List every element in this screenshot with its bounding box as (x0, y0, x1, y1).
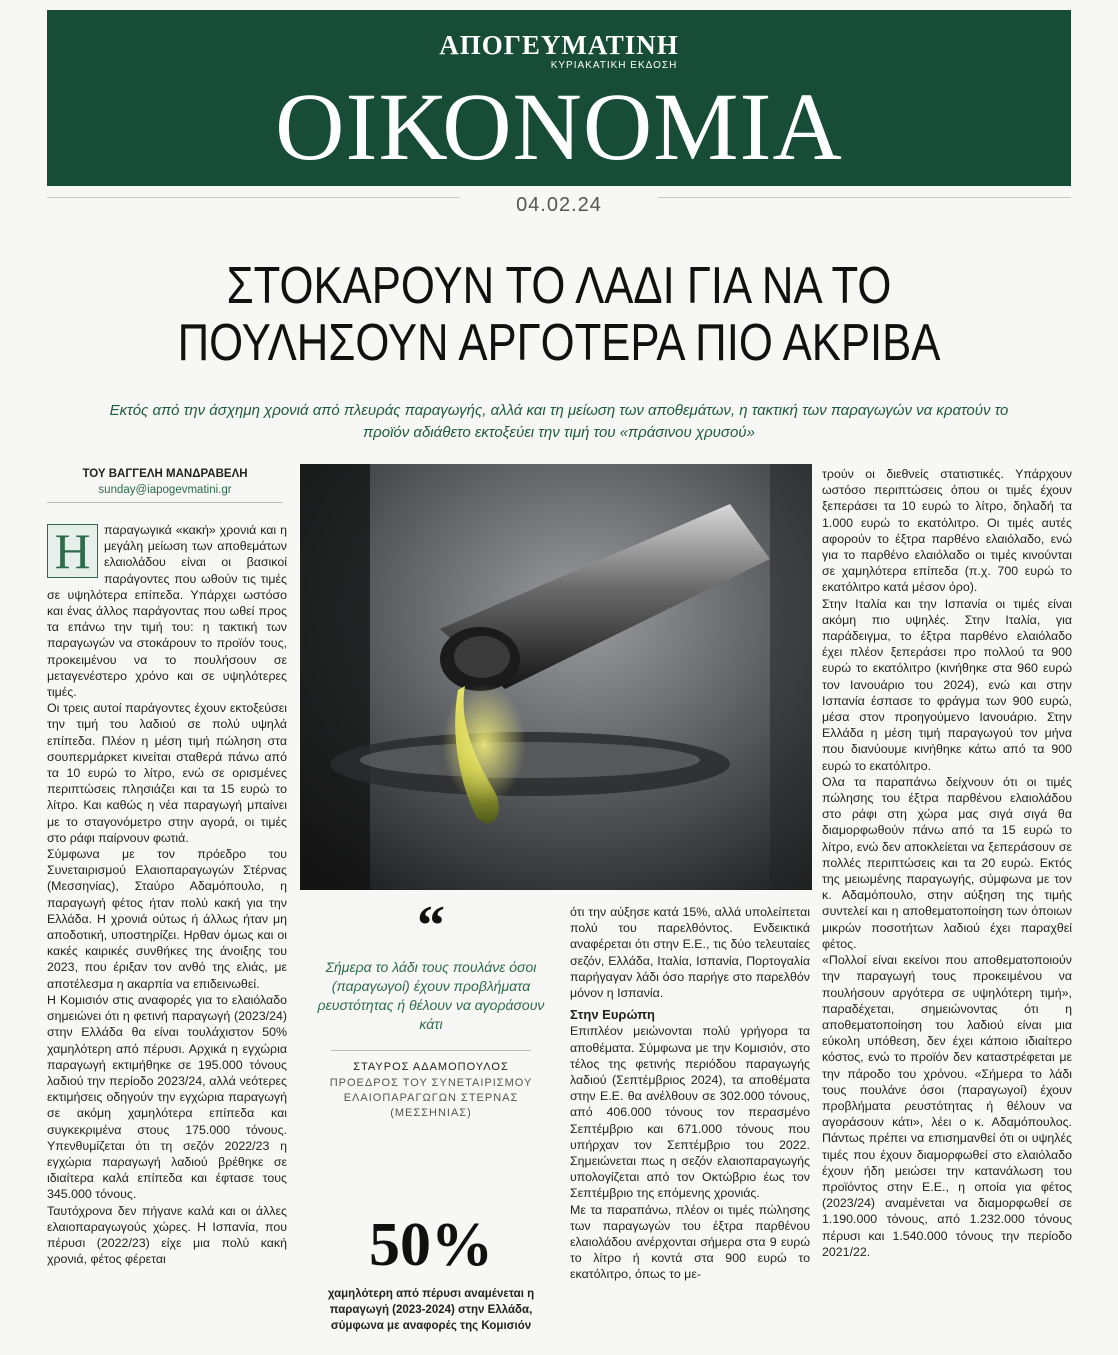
stat-callout (305, 1210, 557, 1334)
article-column-2 (570, 904, 810, 1340)
byline-divider (47, 502, 283, 503)
paragraph: «Πολλοί είναι εκείνοι που αποθεματοποιούν την παραγωγή τους προκειμένου να πουλήσουν αργότερα σε υψηλότερη τιμή», παραδέχεται, σημειώνοντας ότι η αποθεματοποίηση του λαδιού είναι μια εύκολη υπόθεση, δεν έχει κάποιο ιδιαίτερο κόστος, ενώ το προϊόν δεν καταστρέφεται με την πάροδο του χρόνου. «Σήμερα το λάδι τους πουλάνε όσοι (παραγωγοί) έχουν προβλήματα ρευστότητας ή θέλουν να αγοράσουν κάτι», λέει ο κ. Αδαμόπουλος. Πάντως πρέπει να επισημανθεί ότι οι υψηλές τιμές που έχουν διαμορφωθεί στο ελαιόλαδο έχουν ήδη μειώσει την κατανάλωση του προϊόντος στην Ε.Ε., η οποία για φέτος (2023/24) αναμένεται να διαμορφωθεί σε 1.190.000 τόνους, από 1.232.000 τόνους πέρυσι και 1.540.000 τόνους την περίοδο 2021/22. (822, 953, 1072, 1259)
masthead (47, 10, 1071, 186)
olive-oil-pouring-image (300, 464, 812, 890)
pull-quote-author-role: ΠΡΟΕΔΡΟΣ ΤΟΥ ΣΥΝΕΤΑΙΡΙΣΜΟΥ ΕΛΑΙΟΠΑΡΑΓΩΓΩΝ ΣΤΕΡΝΑΣ (ΜΕΣΣΗΝΙΑΣ) (329, 1077, 533, 1119)
headline (129, 258, 989, 372)
olive-oil-photo (300, 464, 812, 890)
pull-quote-divider (331, 1050, 531, 1051)
article-column-3 (822, 466, 1072, 1340)
paragraph: Στην Ιταλία και την Ισπανία οι τιμές είναι ακόμη πιο υψηλές. Στην Ιταλία, για παράδειγμα, το έξτρα παρθένο ελαιόλαδο έχει πλέον ξεπεράσει προ πολλού τα 900 ευρώ το εκατόλιτρο (κινήθηκε στα 960 ευρώ τον Ιανουάριο του 2024), ενώ και στην Ισπανία έσπασε το φράγμα των 900 ευρώ, μέσα στον προηγούμενο Ιανουάριο. Στην Ελλάδα η μέση τιμή παραγωγού τον μήνα που διανύουμε κινήθηκε κάτω από τα 900 ευρώ το εκατόλιτρο. (822, 596, 1072, 773)
quote-mark-icon: “ (417, 895, 445, 957)
section-title: ΟΙΚΟΝΟΜΙΑ (275, 73, 843, 180)
paragraph: παραγωγικά «κακή» χρονιά και η μεγάλη μείωση των αποθεμάτων ελαιολάδου είναι οι βασικοί παράγοντες που ωθούν τις τιμές σε υψηλότερα επίπεδα. Υπάρχει ωστόσο και ένας άλλος παράγοντας που ωθεί προς τα επάνω την τιμή του: η τακτική των παραγωγών να στοκάρουν το προϊόν τους, προκειμένου να το πουλήσουν σε μεταγενέστερο χρόνο και σε υψηλότερες τιμές. (47, 523, 287, 700)
headline-line-1: ΣΤΟΚΑΡΟΥΝ ΤΟ ΛΑΔΙ ΓΙΑ ΝΑ ΤΟ (226, 257, 892, 315)
paragraph: Η Κομισιόν στις αναφορές για το ελαιόλαδο σημειώνει ότι η φετινή παραγωγή (2023/24) στην Ελλάδα θα είναι τουλάχιστον 50% χαμηλότερη από πέρυσι. Αρχικά η εγχώρια παραγωγή εκτιμήθηκε σε 195.000 τόνους λαδιού την περίοδο 2023/24, αλλά νεότερες εκτιμήσεις οδηγούν την εγχώρια παραγωγή σε ακόμη χαμηλότερα επίπεδα και συγκεκριμένα στους 175.000 τόνους. Υπενθυμίζεται ότι τη σεζόν 2022/23 η εγχώρια παραγωγή λαδιού βρέθηκε σε ιδιαίτερα καλά επίπεδα και έφτασε τους 345.000 τόνους. (47, 992, 287, 1202)
paragraph: ότι την αύξησε κατά 15%, αλλά υπολείπεται πολύ του παρελθόντος. Ενδεικτικά αναφέρεται ότι στην Ε.Ε., τις δύο τελευταίες σεζόν, Ελλάδα, Ιταλία, Ισπανία, Πορτογαλία παρήγαγαν λάδι όσο παρήγε στο παρελθόν μόνον η Ισπανία. (570, 905, 810, 1001)
issue-date: 04.02.24 (460, 190, 658, 220)
stat-caption: χαμηλότερη από πέρυσι αναμένεται η παραγωγή (2023-2024) στην Ελλάδα, σύμφωνα με αναφορές της Κομισιόν (327, 1288, 535, 1332)
paragraph: Ταυτόχρονα δεν πήγανε καλά και οι άλλες ελαιοπαραγωγούς χώρες. Η Ισπανία, που πέρυσι (2022/23) είχε μια πολύ κακή χρονιά, φέτος φέρεται (47, 1203, 287, 1267)
paragraph: Ολα τα παραπάνω δείχνουν ότι οι τιμές πώλησης του έξτρα παρθένου ελαιολάδου στο ράφι στη χώρα μας σιγά σιγά θα διαμορφωθούν πάνω από τα 15 ευρώ το λίτρο, ενώ δεν αποκλείεται να ξεπεράσουν σε πολλές περιπτώσεις και τα 20 ευρώ. Εκτός της μειωμένης παραγωγής, σύμφωνα με τον κ. Αδαμόπουλο, στην αύξηση της τιμής συντελεί και η αποθεματοποίηση των όποιων μικρών ποσοτήτων λαδιού έχει παραχθεί φέτος. (822, 774, 1072, 951)
pull-quote-text: Σήμερα το λάδι τους πουλάνε όσοι (παραγωγοί) έχουν προβλήματα ρευστότητας ή θέλουν να αγοράσουν κάτι (317, 959, 545, 1032)
pull-quote (305, 895, 557, 1134)
author-name: ΤΟΥ ΒΑΓΓΕΛΗ ΜΑΝΔΡΑΒΕΛΗ (82, 468, 248, 480)
paper-name: ΑΠΟΓΕΥΜΑΤΙΝΗ (439, 30, 679, 60)
subheading: Στην Ευρώπη (570, 1007, 655, 1023)
author-email[interactable]: sunday@iapogevmatini.gr (98, 484, 232, 496)
paragraph: τρούν οι διεθνείς στατιστικές. Υπάρχουν ωστόσο περιπτώσεις όπου οι τιμές έχουν ξεπεράσει τα 10 ευρώ το λίτρο, δηλαδή τα 1.000 ευρώ το εκατόλιτρο. Οι τιμές αυτές αφορούν το έξτρα παρθένο ελαιόλαδο, ενώ για το παρθένο ελαιόλαδο οι τιμές κινούνται σε χαμηλότερα επίπεδα (π.χ. 700 ευρώ το εκατόλιτρο κατά μέσον όρο). (822, 467, 1072, 595)
stat-value: 50% (369, 1211, 493, 1279)
standfirst: Εκτός από την άσχημη χρονιά από πλευράς παραγωγής, αλλά και τη μείωση των αποθεμάτων, η τακτική των παραγωγών να κρατούν το προϊόν αδιάθετο εκτοξεύει την τιμή του «πράσινου χρυσού» (109, 402, 1009, 441)
paragraph: Με τα παραπάνω, πλέον οι τιμές πώλησης των παραγωγών του έξτρα παρθένου ελαιολάδου ανέρχονται σήμερα στα 9 ευρώ το λίτρο ή κοντά στα 900 ευρώ το εκατόλιτρο, όπως το με- (570, 1202, 810, 1282)
paragraph: Σύμφωνα με τον πρόεδρο του Συνεταιρισμού Ελαιοπαραγωγών Στέρνας (Μεσσηνίας), Σταύρο Αδαμόπουλο, η παραγωγή φέτος ήταν πολύ κακή για την Ελλάδα. Η χρονιά ούτως ή άλλως ήταν μη αποδοτική, υποστηρίζει. Ηρθαν όμως και οι κακές καιρικές συνθήκες της άνοιξης του 2023, που έριξαν τον ανθό της ελιάς, με αποτέλεσμα η ακαρπία να επιδεινωθεί. (47, 847, 287, 991)
headline-line-2: ΠΟΥΛΗΣΟΥΝ ΑΡΓΟΤΕΡΑ ΠΙΟ ΑΚΡΙΒΑ (177, 314, 941, 372)
byline (47, 466, 283, 498)
article-column-1 (47, 522, 287, 1340)
paragraph: Επιπλέον μειώνονται πολύ γρήγορα τα αποθέματα. Σύμφωνα με την Κομισιόν, στο τέλος της φετινής περιόδου παραγωγής λαδιού (Σεπτέμβριος 2024), τα αποθέματα στην Ε.Ε. θα ανέλθουν σε 302.000 τόνους, από 406.000 τόνους τον περασμένο Σεπτέμβριο και 671.000 τόνους που υπήρχαν τον Σεπτέμβριο του 2022. Σημειώνεται πως η σεζόν ελαιοπαραγωγής υπολογίζεται από τον Οκτώβριο έως τον Σεπτέμβριο της επόμενης χρονιάς. (570, 1024, 810, 1201)
edition-label: ΚΥΡΙΑΚΑΤΙΚΗ ΕΚΔΟΣΗ (550, 60, 678, 71)
paragraph: Οι τρεις αυτοί παράγοντες έχουν εκτοξεύσει την τιμή του λαδιού σε πολύ υψηλά επίπεδα. Πλέον η μέση τιμή πώληση στα σουπερμάρκετ κινείται σταθερά πάνω από τα 10 ευρώ το λίτρο, ενώ σε ορισμένες περιπτώσεις πλησιάζει και τα 15 ευρώ το λίτρο. Και καθώς η νέα παραγωγή μπαίνει με το σταγονόμετρο στην αγορά, οι τιμές στο ράφι παίρνουν φωτιά. (47, 701, 287, 845)
pull-quote-author: ΣΤΑΥΡΟΣ ΑΔΑΜΟΠΟΥΛΟΣ (353, 1061, 509, 1073)
drop-cap: Η (47, 524, 98, 578)
